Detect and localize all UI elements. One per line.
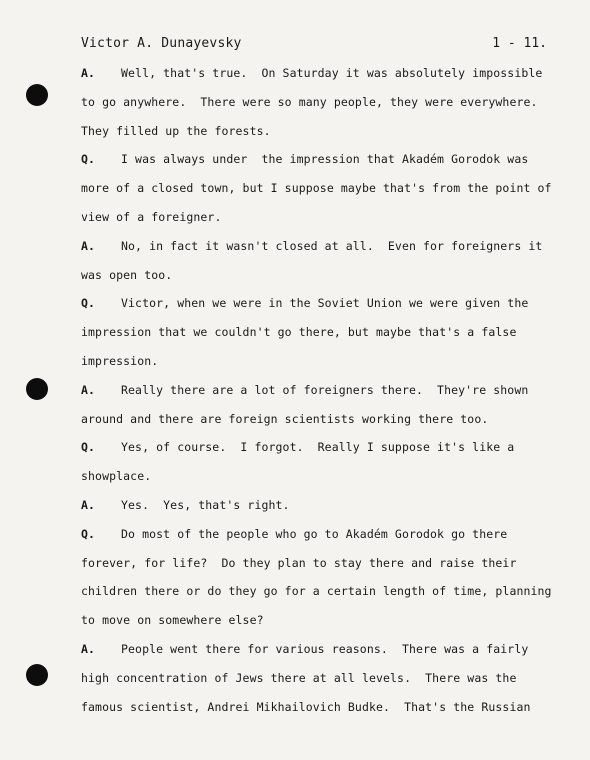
transcript-line [81,410,561,439]
transcript-line [81,208,561,237]
punch-hole-middle [26,378,48,400]
transcript-line [81,496,561,525]
transcript-line [81,582,561,611]
line-text: Really there are a lot of foreigners there. They're shown [121,382,529,397]
transcript-line [81,179,561,208]
line-text: to go anywhere. There were so many people, they were everywhere. [81,94,538,109]
line-text: was open too. [81,267,173,282]
transcript-line [81,150,561,179]
transcript-line [81,438,561,467]
speaker-label: A. [81,382,96,397]
line-text: children there or do they go for a certain length of time, planning [81,584,552,599]
speaker-label: A. [81,497,96,512]
transcript-line [81,467,561,496]
transcript-line [81,237,561,266]
interviewee-name: Victor A. Dunayevsky [81,36,242,51]
speaker-label: Q. [81,152,96,167]
punch-hole-bottom [26,664,48,686]
line-text: No, in fact it wasn't closed at all. Even for foreigners it [121,238,543,253]
speaker-label: A. [81,641,96,656]
transcript-line [81,381,561,410]
line-text: around and there are foreign scientists working there too. [81,411,489,426]
line-text: showplace. [81,469,152,484]
transcript-line [81,640,561,669]
line-text: forever, for life? Do they plan to stay there and raise their [81,555,517,570]
transcript-body [81,64,561,726]
line-text: Well, that's true. On Saturday it was absolutely impossible [121,66,543,80]
line-text: Victor, when we were in the Soviet Union we were given the [121,296,529,311]
transcript-line [81,294,561,323]
transcript-line [81,352,561,381]
transcript-line [81,669,561,698]
transcript-line [81,698,561,727]
line-text: view of a foreigner. [81,209,222,224]
line-text: impression that we couldn't go there, but maybe that's a false [81,325,517,340]
line-text: Do most of the people who go to Akadém Gorodok go there [121,526,508,541]
speaker-label: Q. [81,296,96,311]
line-text: impression. [81,353,159,368]
transcript-line [81,554,561,583]
line-text: high concentration of Jews there at all levels. There was the [81,670,517,685]
line-text: I was always under the impression that Akadém Gorodok was [121,152,529,167]
transcript-line [81,611,561,640]
transcript-line [81,266,561,295]
line-text: to move on somewhere else? [81,613,264,628]
line-text: Yes. Yes, that's right. [121,497,290,512]
punch-hole-top [26,84,48,106]
line-text: They filled up the forests. [81,123,271,138]
speaker-label: Q. [81,440,96,455]
line-text: People went there for various reasons. There was a fairly [121,641,529,656]
line-text: famous scientist, Andrei Mikhailovich Budke. That's the Russian [81,699,531,714]
speaker-label: Q. [81,526,96,541]
transcript-line [81,525,561,554]
transcript-line [81,93,561,122]
transcript-line [81,323,561,352]
transcript-line [81,122,561,151]
line-text: Yes, of course. I forgot. Really I suppose it's like a [121,440,515,455]
speaker-label: A. [81,238,96,253]
transcript-line [81,64,561,93]
speaker-label: A. [81,66,96,80]
line-text: more of a closed town, but I suppose maybe that's from the point of [81,181,552,196]
page-number: 1 - 11. [492,36,547,51]
